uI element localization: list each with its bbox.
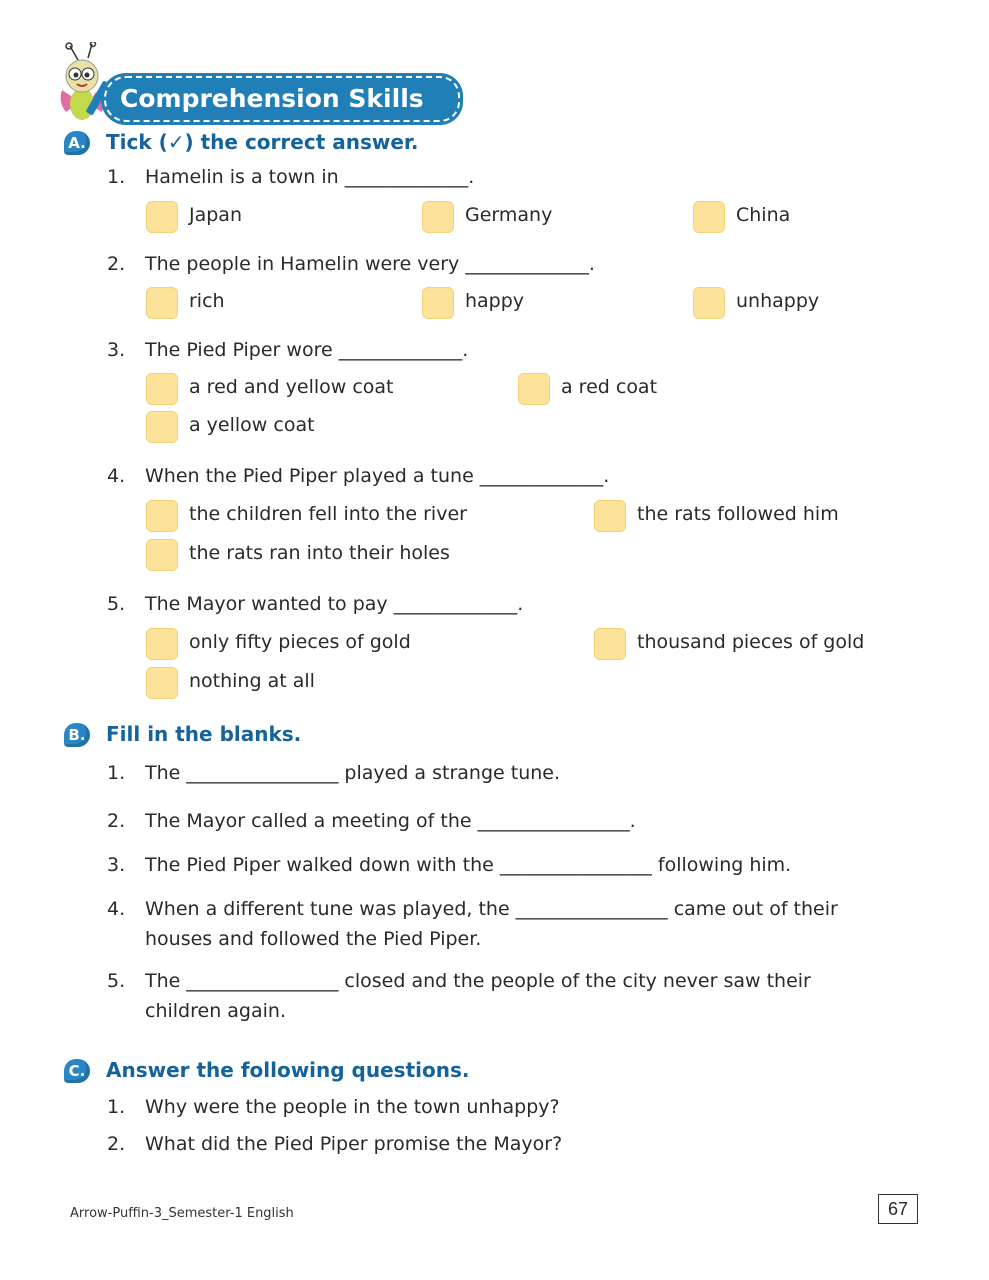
tick-box[interactable]	[594, 628, 626, 660]
tick-box[interactable]	[146, 373, 178, 405]
blank-sentence: When a different tune was played, the ________________ came out of their	[145, 898, 838, 920]
blank-sentence: The ________________ played a strange tune.	[145, 762, 561, 784]
section-a-badge: A.	[64, 131, 90, 155]
option-label: a yellow coat	[189, 414, 315, 436]
tick-box[interactable]	[146, 500, 178, 532]
option-label: China	[736, 204, 791, 226]
item-number: 2.	[107, 810, 126, 832]
banner-title: Comprehension Skills	[120, 84, 424, 113]
section-b-heading: Fill in the blanks.	[106, 722, 302, 746]
question-text: The people in Hamelin were very _____________.	[145, 253, 595, 275]
question-text: What did the Pied Piper promise the Mayor?	[145, 1133, 563, 1155]
page-number: 67	[878, 1194, 918, 1224]
blank-sentence-cont: houses and followed the Pied Piper.	[145, 928, 482, 950]
question-text: Hamelin is a town in _____________.	[145, 166, 475, 188]
item-number: 5.	[107, 970, 126, 992]
section-b-badge: B.	[64, 723, 90, 747]
tick-box[interactable]	[146, 628, 178, 660]
item-number: 3.	[107, 854, 126, 876]
tick-box[interactable]	[146, 201, 178, 233]
section-c-heading: Answer the following questions.	[106, 1058, 470, 1082]
question-number: 1.	[107, 1096, 126, 1118]
option-label: Germany	[465, 204, 553, 226]
question-number: 3.	[107, 339, 126, 361]
item-number: 1.	[107, 762, 126, 784]
option-label: unhappy	[736, 290, 820, 312]
option-label: rich	[189, 290, 225, 312]
item-number: 4.	[107, 898, 126, 920]
section-a-heading: Tick (✓) the correct answer.	[106, 130, 419, 154]
question-text: The Pied Piper wore _____________.	[145, 339, 469, 361]
option-label: nothing at all	[189, 670, 315, 692]
tick-box[interactable]	[693, 287, 725, 319]
question-text: When the Pied Piper played a tune _____________.	[145, 465, 610, 487]
tick-box[interactable]	[146, 411, 178, 443]
option-label: the rats followed him	[637, 503, 839, 525]
section-banner	[56, 42, 426, 124]
question-text: The Mayor wanted to pay _____________.	[145, 593, 524, 615]
option-label: the children fell into the river	[189, 503, 467, 525]
tick-box[interactable]	[146, 539, 178, 571]
tick-box[interactable]	[146, 667, 178, 699]
question-text: Why were the people in the town unhappy?	[145, 1096, 560, 1118]
question-number: 2.	[107, 1133, 126, 1155]
blank-sentence: The Mayor called a meeting of the ________________.	[145, 810, 636, 832]
tick-box[interactable]	[518, 373, 550, 405]
option-label: only fifty pieces of gold	[189, 631, 411, 653]
option-label: Japan	[189, 204, 242, 226]
question-number: 4.	[107, 465, 126, 487]
option-label: a red coat	[561, 376, 658, 398]
tick-box[interactable]	[422, 201, 454, 233]
blank-sentence-cont: children again.	[145, 1000, 286, 1022]
tick-box[interactable]	[693, 201, 725, 233]
footer-book-title: Arrow-Puffin-3_Semester-1 English	[70, 1206, 294, 1221]
question-number: 2.	[107, 253, 126, 275]
blank-sentence: The Pied Piper walked down with the ________________ following him.	[145, 854, 792, 876]
option-label: happy	[465, 290, 525, 312]
option-label: thousand pieces of gold	[637, 631, 865, 653]
question-number: 5.	[107, 593, 126, 615]
section-c-badge: C.	[64, 1059, 90, 1083]
option-label: the rats ran into their holes	[189, 542, 450, 564]
blank-sentence: The ________________ closed and the people of the city never saw their	[145, 970, 811, 992]
tick-box[interactable]	[594, 500, 626, 532]
option-label: a red and yellow coat	[189, 376, 394, 398]
tick-box[interactable]	[146, 287, 178, 319]
tick-box[interactable]	[422, 287, 454, 319]
question-number: 1.	[107, 166, 126, 188]
